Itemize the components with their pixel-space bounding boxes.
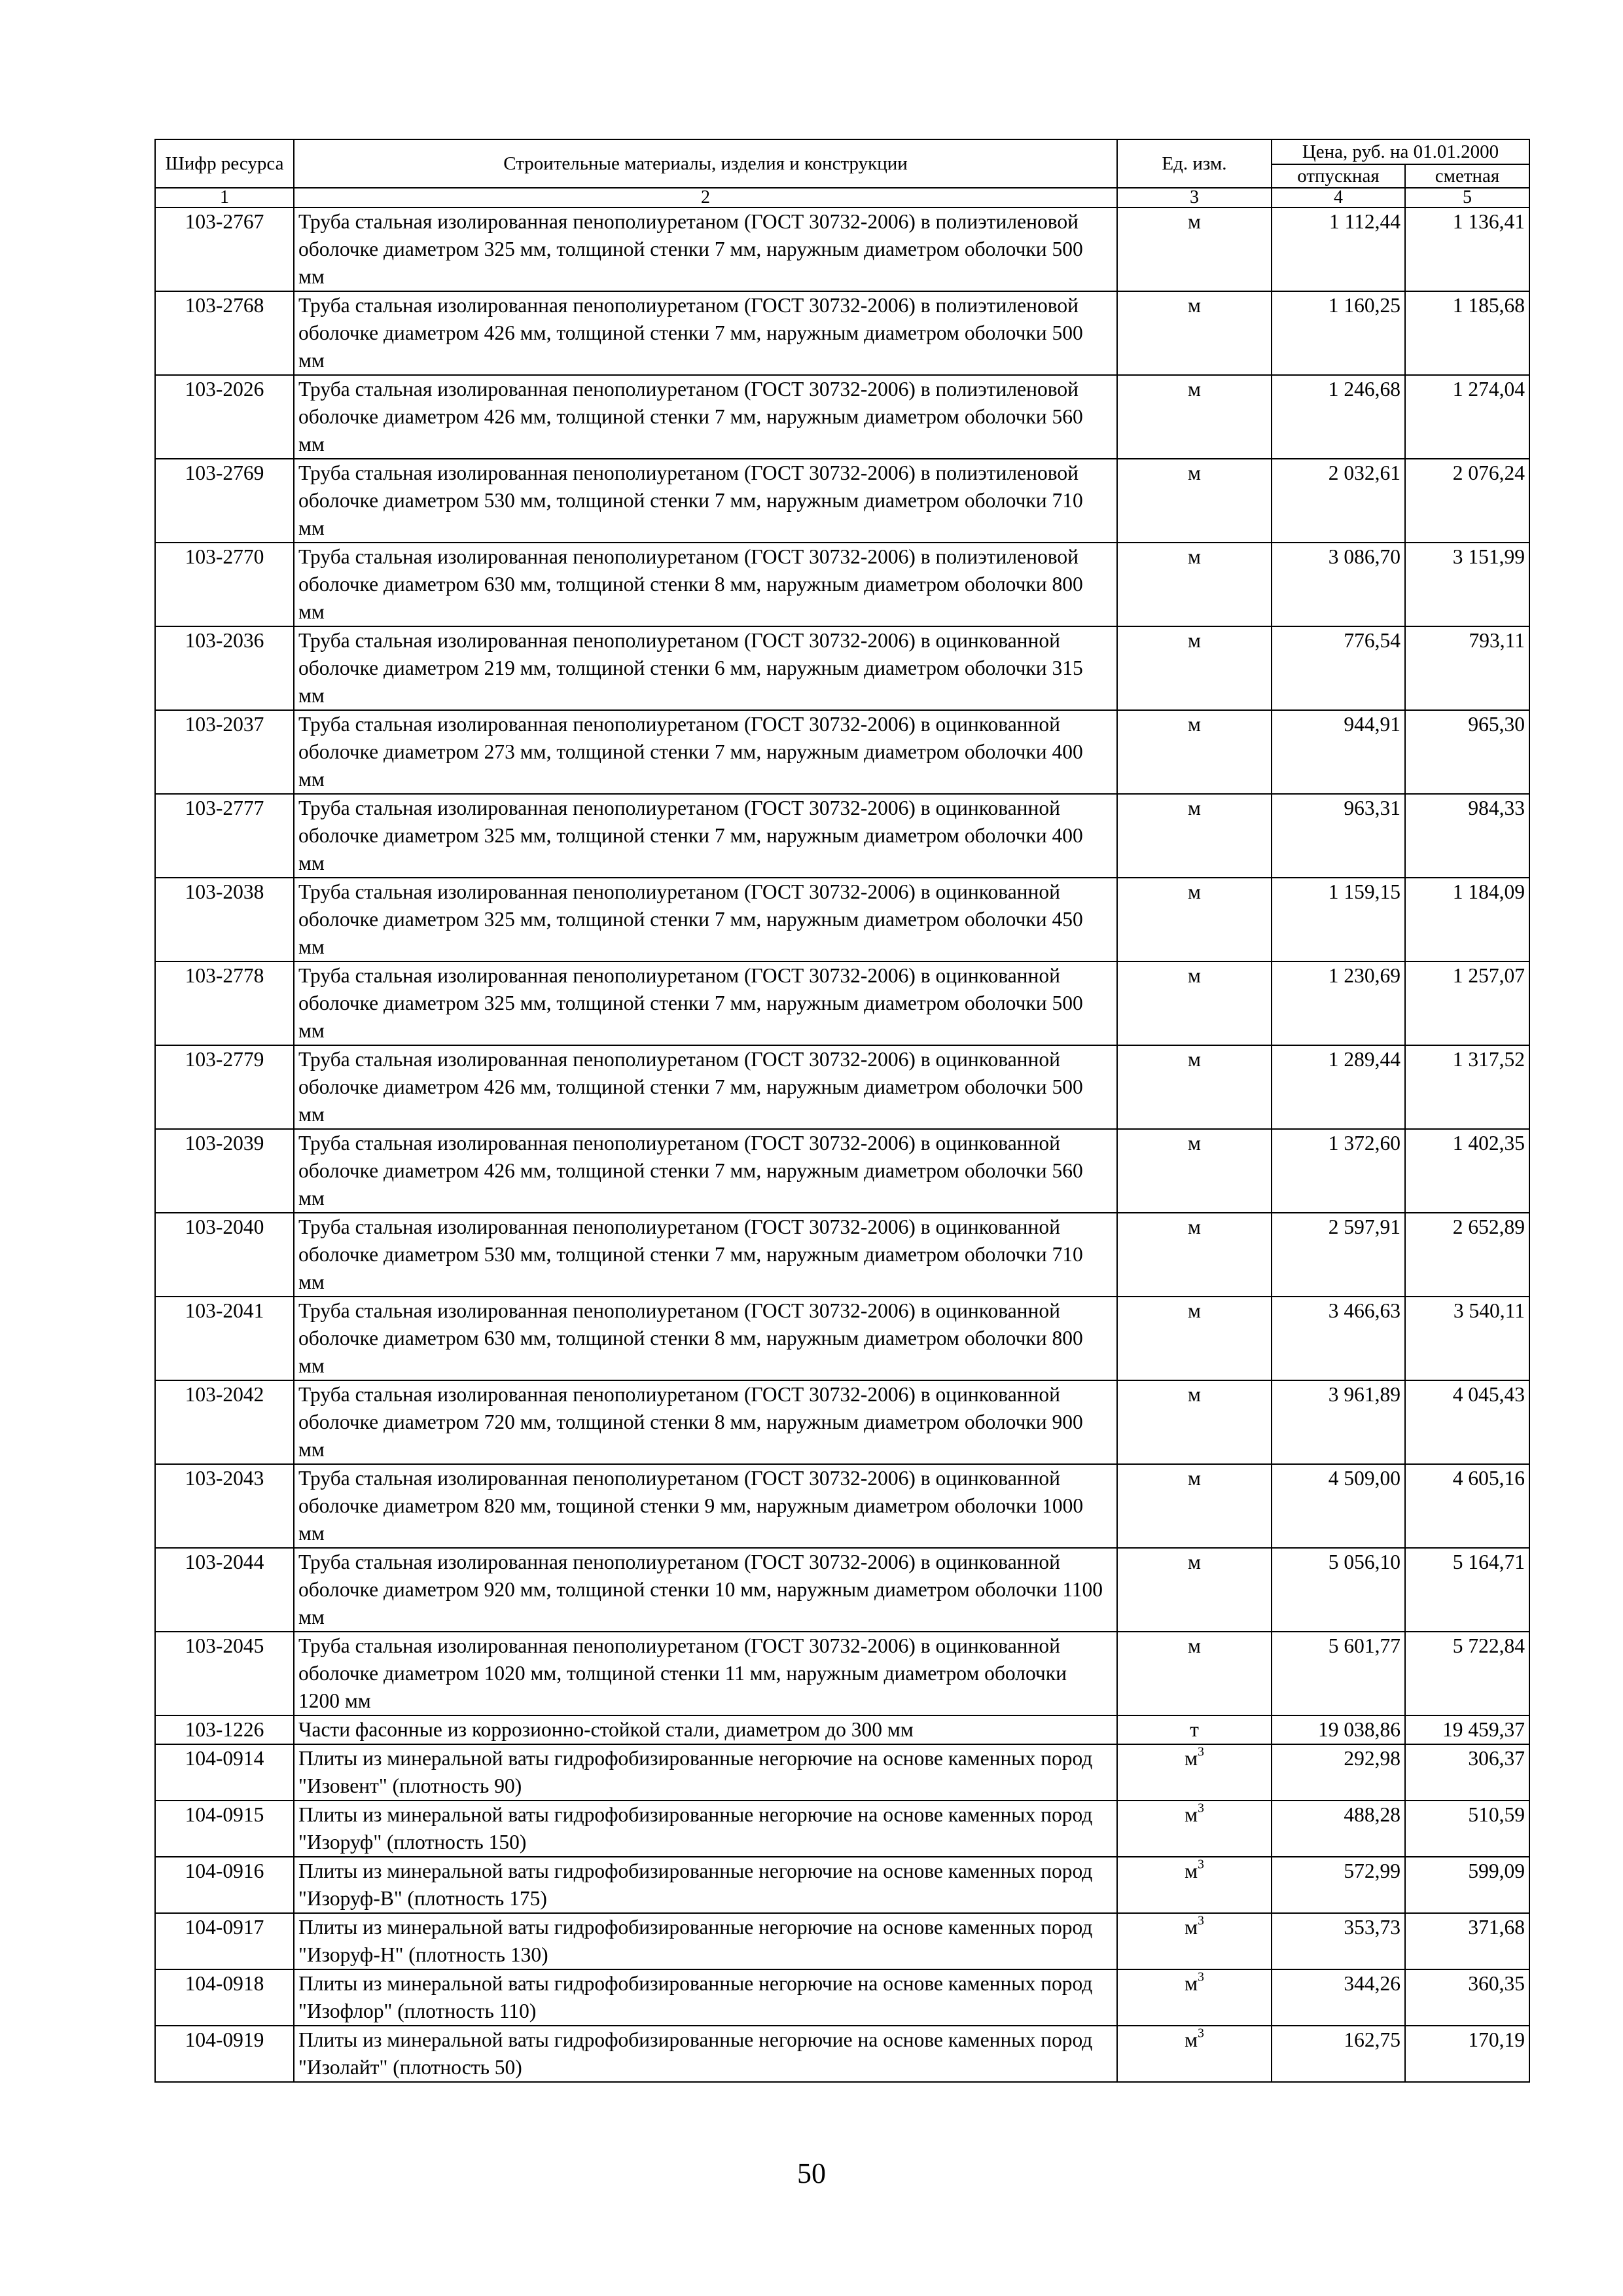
estimate-price: 1 274,04	[1405, 375, 1529, 459]
estimate-price: 1 185,68	[1405, 291, 1529, 375]
header-code: Шифр ресурса	[155, 139, 294, 188]
release-price: 3 961,89	[1272, 1380, 1405, 1464]
table-row	[155, 794, 1529, 878]
release-price: 963,31	[1272, 794, 1405, 878]
resource-code: 104-0914	[155, 1744, 294, 1801]
table-row	[155, 1464, 1529, 1548]
unit-value: м	[1188, 545, 1201, 568]
material-name: Труба стальная изолированная пенополиуретаном (ГОСТ 30732-2006) в оцинкованной оболочке диаметром 325 мм, толщиной стенки 7 мм, наружным диаметром оболочки 450 мм	[294, 878, 1117, 961]
unit-value: м	[1185, 1803, 1198, 1826]
resource-code: 104-0916	[155, 1857, 294, 1913]
unit-cell	[1117, 291, 1272, 375]
table-row	[155, 1632, 1529, 1715]
resource-code: 103-2039	[155, 1129, 294, 1213]
unit-exponent: 3	[1198, 1857, 1204, 1872]
resource-code: 103-2043	[155, 1464, 294, 1548]
unit-cell	[1117, 626, 1272, 710]
release-price: 1 372,60	[1272, 1129, 1405, 1213]
resource-code: 103-2040	[155, 1213, 294, 1297]
unit-cell	[1117, 794, 1272, 878]
table-row	[155, 375, 1529, 459]
release-price: 162,75	[1272, 2026, 1405, 2082]
estimate-price: 19 459,37	[1405, 1715, 1529, 1744]
table-row	[155, 459, 1529, 543]
material-name: Труба стальная изолированная пенополиуретаном (ГОСТ 30732-2006) в оцинкованной оболочке диаметром 273 мм, толщиной стенки 7 мм, наружным диаметром оболочки 400 мм	[294, 710, 1117, 794]
material-name: Труба стальная изолированная пенополиуретаном (ГОСТ 30732-2006) в оцинкованной оболочке диаметром 530 мм, толщиной стенки 7 мм, наружным диаметром оболочки 710 мм	[294, 1213, 1117, 1297]
material-name: Труба стальная изолированная пенополиуретаном (ГОСТ 30732-2006) в оцинкованной оболочке диаметром 325 мм, толщиной стенки 7 мм, наружным диаметром оболочки 400 мм	[294, 794, 1117, 878]
material-name: Плиты из минеральной ваты гидрофобизированные негорючие на основе каменных пород "Изофлор" (плотность 110)	[294, 1969, 1117, 2026]
release-price: 1 112,44	[1272, 207, 1405, 291]
material-name: Плиты из минеральной ваты гидрофобизированные негорючие на основе каменных пород "Изолайт" (плотность 50)	[294, 2026, 1117, 2082]
column-number-row	[155, 188, 1529, 207]
material-name: Труба стальная изолированная пенополиуретаном (ГОСТ 30732-2006) в оцинкованной оболочке диаметром 426 мм, толщиной стенки 7 мм, наружным диаметром оболочки 560 мм	[294, 1129, 1117, 1213]
unit-cell	[1117, 1913, 1272, 1969]
unit-value: м	[1188, 880, 1201, 903]
estimate-price: 360,35	[1405, 1969, 1529, 2026]
column-number: 4	[1272, 188, 1405, 207]
resource-code: 104-0918	[155, 1969, 294, 2026]
column-number: 5	[1405, 188, 1529, 207]
material-name: Труба стальная изолированная пенополиуретаном (ГОСТ 30732-2006) в полиэтиленовой оболочке диаметром 426 мм, толщиной стенки 7 мм, наружным диаметром оболочки 560 мм	[294, 375, 1117, 459]
unit-value: м	[1185, 1916, 1198, 1939]
table-row	[155, 878, 1529, 961]
resource-code: 103-1226	[155, 1715, 294, 1744]
unit-value: м	[1188, 210, 1201, 233]
release-price: 19 038,86	[1272, 1715, 1405, 1744]
header-unit: Ед. изм.	[1117, 139, 1272, 188]
unit-cell	[1117, 1857, 1272, 1913]
unit-cell	[1117, 459, 1272, 543]
unit-value: м	[1185, 2028, 1198, 2051]
estimate-price: 599,09	[1405, 1857, 1529, 1913]
unit-cell	[1117, 878, 1272, 961]
unit-value: м	[1188, 797, 1201, 819]
unit-value: м	[1188, 378, 1201, 401]
estimate-price: 5 164,71	[1405, 1548, 1529, 1632]
resource-code: 103-2770	[155, 543, 294, 626]
release-price: 776,54	[1272, 626, 1405, 710]
resource-code: 103-2767	[155, 207, 294, 291]
header-name: Строительные материалы, изделия и конструкции	[294, 139, 1117, 188]
estimate-price: 1 402,35	[1405, 1129, 1529, 1213]
release-price: 292,98	[1272, 1744, 1405, 1801]
release-price: 1 159,15	[1272, 878, 1405, 961]
unit-value: м	[1188, 713, 1201, 736]
header-release: отпускная	[1272, 164, 1405, 188]
unit-cell	[1117, 1632, 1272, 1715]
release-price: 344,26	[1272, 1969, 1405, 2026]
estimate-price: 793,11	[1405, 626, 1529, 710]
estimate-price: 1 184,09	[1405, 878, 1529, 961]
material-name: Труба стальная изолированная пенополиуретаном (ГОСТ 30732-2006) в оцинкованной оболочке диаметром 219 мм, толщиной стенки 6 мм, наружным диаметром оболочки 315 мм	[294, 626, 1117, 710]
release-price: 5 601,77	[1272, 1632, 1405, 1715]
table-row	[155, 2026, 1529, 2082]
release-price: 4 509,00	[1272, 1464, 1405, 1548]
table-row	[155, 291, 1529, 375]
release-price: 3 466,63	[1272, 1297, 1405, 1380]
table-row	[155, 1715, 1529, 1744]
estimate-price: 371,68	[1405, 1913, 1529, 1969]
table-row	[155, 626, 1529, 710]
estimate-price: 3 540,11	[1405, 1297, 1529, 1380]
estimate-price: 984,33	[1405, 794, 1529, 878]
estimate-price: 170,19	[1405, 2026, 1529, 2082]
resource-code: 104-0919	[155, 2026, 294, 2082]
material-name: Плиты из минеральной ваты гидрофобизированные негорючие на основе каменных пород "Изоруф" (плотность 150)	[294, 1801, 1117, 1857]
unit-cell	[1117, 1129, 1272, 1213]
column-number: 2	[294, 188, 1117, 207]
unit-value: м	[1188, 629, 1201, 652]
resource-code: 104-0917	[155, 1913, 294, 1969]
table-row	[155, 543, 1529, 626]
material-name: Труба стальная изолированная пенополиуретаном (ГОСТ 30732-2006) в полиэтиленовой оболочке диаметром 426 мм, толщиной стенки 7 мм, наружным диаметром оболочки 500 мм	[294, 291, 1117, 375]
table-row	[155, 1213, 1529, 1297]
resource-code: 103-2778	[155, 961, 294, 1045]
header-row	[155, 139, 1529, 164]
estimate-price: 4 045,43	[1405, 1380, 1529, 1464]
unit-cell	[1117, 207, 1272, 291]
material-name: Плиты из минеральной ваты гидрофобизированные негорючие на основе каменных пород "Изовент" (плотность 90)	[294, 1744, 1117, 1801]
unit-cell	[1117, 1464, 1272, 1548]
unit-cell	[1117, 1548, 1272, 1632]
table-row	[155, 1913, 1529, 1969]
unit-exponent: 3	[1198, 2026, 1204, 2041]
unit-value: м	[1188, 1551, 1201, 1573]
material-name: Труба стальная изолированная пенополиуретаном (ГОСТ 30732-2006) в полиэтиленовой оболочке диаметром 630 мм, толщиной стенки 8 мм, наружным диаметром оболочки 800 мм	[294, 543, 1117, 626]
unit-cell	[1117, 375, 1272, 459]
table-row	[155, 1801, 1529, 1857]
price-table	[154, 139, 1530, 2083]
material-name: Труба стальная изолированная пенополиуретаном (ГОСТ 30732-2006) в полиэтиленовой оболочке диаметром 325 мм, толщиной стенки 7 мм, наружным диаметром оболочки 500 мм	[294, 207, 1117, 291]
unit-cell	[1117, 1715, 1272, 1744]
unit-cell	[1117, 961, 1272, 1045]
unit-cell	[1117, 1801, 1272, 1857]
unit-cell	[1117, 1744, 1272, 1801]
unit-cell	[1117, 2026, 1272, 2082]
estimate-price: 306,37	[1405, 1744, 1529, 1801]
release-price: 1 289,44	[1272, 1045, 1405, 1129]
unit-value: м	[1188, 1132, 1201, 1155]
release-price: 944,91	[1272, 710, 1405, 794]
material-name: Части фасонные из коррозионно-стойкой стали, диаметром до 300 мм	[294, 1715, 1117, 1744]
page-number: 50	[797, 2157, 826, 2189]
header-estimate: сметная	[1405, 164, 1529, 188]
table-row	[155, 1744, 1529, 1801]
unit-exponent: 3	[1198, 1801, 1204, 1816]
release-price: 1 230,69	[1272, 961, 1405, 1045]
material-name: Труба стальная изолированная пенополиуретаном (ГОСТ 30732-2006) в оцинкованной оболочке диаметром 820 мм, тощиной стенки 9 мм, наружным диаметром оболочки 1000 мм	[294, 1464, 1117, 1548]
unit-value: м	[1188, 461, 1201, 484]
header-price: Цена, руб. на 01.01.2000	[1272, 139, 1529, 164]
unit-exponent: 3	[1198, 1970, 1204, 1984]
resource-code: 103-2037	[155, 710, 294, 794]
resource-code: 103-2777	[155, 794, 294, 878]
unit-cell	[1117, 543, 1272, 626]
unit-cell	[1117, 1297, 1272, 1380]
resource-code: 103-2036	[155, 626, 294, 710]
material-name: Труба стальная изолированная пенополиуретаном (ГОСТ 30732-2006) в оцинкованной оболочке диаметром 426 мм, толщиной стенки 7 мм, наружным диаметром оболочки 500 мм	[294, 1045, 1117, 1129]
release-price: 2 597,91	[1272, 1213, 1405, 1297]
resource-code: 103-2041	[155, 1297, 294, 1380]
table-row	[155, 207, 1529, 291]
release-price: 5 056,10	[1272, 1548, 1405, 1632]
resource-code: 103-2042	[155, 1380, 294, 1464]
table-row	[155, 710, 1529, 794]
table-row	[155, 961, 1529, 1045]
resource-code: 103-2769	[155, 459, 294, 543]
unit-cell	[1117, 1213, 1272, 1297]
unit-cell	[1117, 1045, 1272, 1129]
unit-value: м	[1188, 1383, 1201, 1406]
unit-value: т	[1190, 1718, 1199, 1741]
unit-value: м	[1188, 1215, 1201, 1238]
estimate-price: 1 317,52	[1405, 1045, 1529, 1129]
release-price: 353,73	[1272, 1913, 1405, 1969]
table-row	[155, 1857, 1529, 1913]
release-price: 572,99	[1272, 1857, 1405, 1913]
resource-code: 103-2044	[155, 1548, 294, 1632]
estimate-price: 1 136,41	[1405, 207, 1529, 291]
unit-value: м	[1185, 1747, 1198, 1770]
estimate-price: 965,30	[1405, 710, 1529, 794]
release-price: 488,28	[1272, 1801, 1405, 1857]
estimate-price: 1 257,07	[1405, 961, 1529, 1045]
unit-value: м	[1188, 1299, 1201, 1322]
table-row	[155, 1548, 1529, 1632]
material-name: Труба стальная изолированная пенополиуретаном (ГОСТ 30732-2006) в полиэтиленовой оболочке диаметром 530 мм, толщиной стенки 7 мм, наружным диаметром оболочки 710 мм	[294, 459, 1117, 543]
release-price: 3 086,70	[1272, 543, 1405, 626]
unit-value: м	[1188, 1048, 1201, 1071]
release-price: 1 246,68	[1272, 375, 1405, 459]
column-number: 1	[155, 188, 294, 207]
material-name: Труба стальная изолированная пенополиуретаном (ГОСТ 30732-2006) в оцинкованной оболочке диаметром 720 мм, толщиной стенки 8 мм, наружным диаметром оболочки 900 мм	[294, 1380, 1117, 1464]
table-row	[155, 1045, 1529, 1129]
estimate-price: 510,59	[1405, 1801, 1529, 1857]
resource-code: 103-2045	[155, 1632, 294, 1715]
resource-code: 104-0915	[155, 1801, 294, 1857]
unit-value: м	[1188, 964, 1201, 987]
table-row	[155, 1129, 1529, 1213]
table-row	[155, 1297, 1529, 1380]
material-name: Труба стальная изолированная пенополиуретаном (ГОСТ 30732-2006) в оцинкованной оболочке диаметром 920 мм, толщиной стенки 10 мм, наружным диаметром оболочки 1100 мм	[294, 1548, 1117, 1632]
unit-value: м	[1188, 294, 1201, 317]
column-number: 3	[1117, 188, 1272, 207]
resource-code: 103-2768	[155, 291, 294, 375]
table-body	[155, 207, 1529, 2082]
table-row	[155, 1380, 1529, 1464]
material-name: Труба стальная изолированная пенополиуретаном (ГОСТ 30732-2006) в оцинкованной оболочке диаметром 630 мм, толщиной стенки 8 мм, наружным диаметром оболочки 800 мм	[294, 1297, 1117, 1380]
material-name: Плиты из минеральной ваты гидрофобизированные негорючие на основе каменных пород "Изоруф-В" (плотность 175)	[294, 1857, 1117, 1913]
unit-value: м	[1185, 1972, 1198, 1995]
table-header	[155, 139, 1529, 207]
unit-value: м	[1188, 1467, 1201, 1490]
estimate-price: 4 605,16	[1405, 1464, 1529, 1548]
unit-cell	[1117, 1380, 1272, 1464]
unit-exponent: 3	[1198, 1745, 1204, 1759]
resource-code: 103-2779	[155, 1045, 294, 1129]
material-name: Плиты из минеральной ваты гидрофобизированные негорючие на основе каменных пород "Изоруф-Н" (плотность 130)	[294, 1913, 1117, 1969]
unit-value: м	[1185, 1859, 1198, 1882]
resource-code: 103-2026	[155, 375, 294, 459]
release-price: 2 032,61	[1272, 459, 1405, 543]
unit-cell	[1117, 1969, 1272, 2026]
material-name: Труба стальная изолированная пенополиуретаном (ГОСТ 30732-2006) в оцинкованной оболочке диаметром 325 мм, толщиной стенки 7 мм, наружным диаметром оболочки 500 мм	[294, 961, 1117, 1045]
estimate-price: 2 076,24	[1405, 459, 1529, 543]
unit-exponent: 3	[1198, 1914, 1204, 1928]
unit-value: м	[1188, 1634, 1201, 1657]
resource-code: 103-2038	[155, 878, 294, 961]
release-price: 1 160,25	[1272, 291, 1405, 375]
estimate-price: 5 722,84	[1405, 1632, 1529, 1715]
estimate-price: 3 151,99	[1405, 543, 1529, 626]
table-row	[155, 1969, 1529, 2026]
unit-cell	[1117, 710, 1272, 794]
estimate-price: 2 652,89	[1405, 1213, 1529, 1297]
material-name: Труба стальная изолированная пенополиуретаном (ГОСТ 30732-2006) в оцинкованной оболочке диаметром 1020 мм, толщиной стенки 11 мм, наружным диаметром оболочки 1200 мм	[294, 1632, 1117, 1715]
